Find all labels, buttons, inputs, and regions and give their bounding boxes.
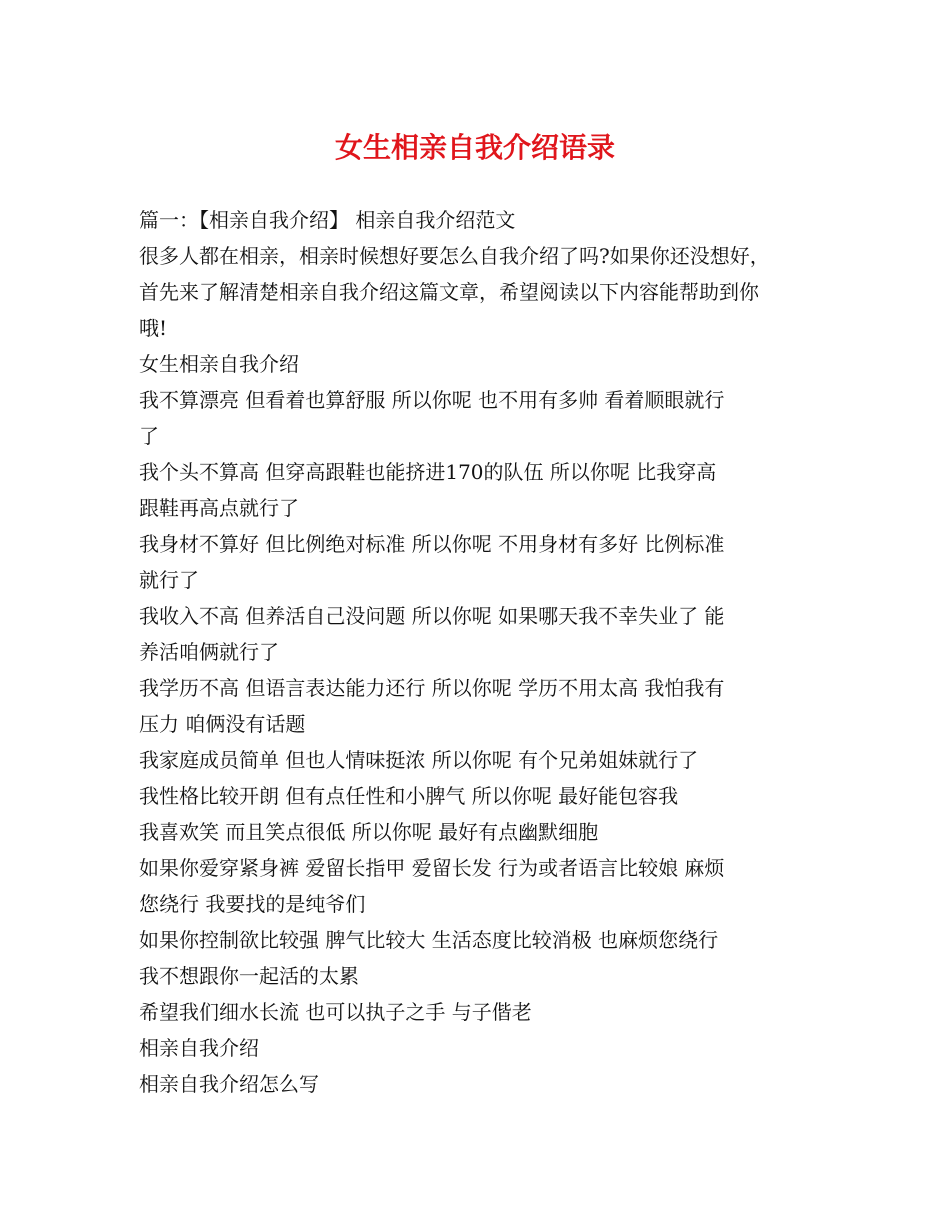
paragraph-line: 如果你爱穿紧身裤 爱留长指甲 爱留长发 行为或者语言比较娘 麻烦 xyxy=(139,856,725,880)
paragraph-line: 跟鞋再高点就行了 xyxy=(139,496,299,520)
paragraph-line: 我不算漂亮 但看着也算舒服 所以你呢 也不用有多帅 看着顺眼就行 xyxy=(139,388,725,412)
paragraph-line: 就行了 xyxy=(139,568,199,592)
paragraph-line: 我收入不高 但养活自己没问题 所以你呢 如果哪天我不幸失业了 能 xyxy=(139,604,725,628)
paragraph-line: 希望我们细水长流 也可以执子之手 与子偕老 xyxy=(139,1000,532,1024)
paragraph-line: 我身材不算好 但比例绝对标准 所以你呢 不用身材有多好 比例标准 xyxy=(139,532,725,556)
paragraph-line: 了 xyxy=(139,424,159,448)
paragraph-line: 养活咱俩就行了 xyxy=(139,640,279,664)
paragraph-line: 女生相亲自我介绍 xyxy=(139,352,299,376)
paragraph-line: 如果你控制欲比较强 脾气比较大 生活态度比较消极 也麻烦您绕行 xyxy=(139,928,719,952)
document-title: 女生相亲自我介绍语录 xyxy=(334,131,615,164)
paragraph-line: 我家庭成员简单 但也人情味挺浓 所以你呢 有个兄弟姐妹就行了 xyxy=(139,748,699,772)
paragraph-line: 哦! xyxy=(139,316,168,340)
paragraph-line: 我喜欢笑 而且笑点很低 所以你呢 最好有点幽默细胞 xyxy=(139,820,599,844)
paragraph-line: 压力 咱俩没有话题 xyxy=(139,712,306,736)
paragraph-line: 篇一：【相亲自我介绍】 相亲自我介绍范文 xyxy=(139,208,516,232)
paragraph-line: 相亲自我介绍 xyxy=(139,1036,259,1060)
paragraph-line: 我不想跟你一起活的太累 xyxy=(139,964,359,988)
paragraph-line: 相亲自我介绍怎么写 xyxy=(139,1072,319,1096)
paragraph-line: 很多人都在相亲，相亲时候想好要怎么自我介绍了吗?如果你还没想好， xyxy=(139,244,770,268)
paragraph-line: 您绕行 我要找的是纯爷们 xyxy=(139,892,366,916)
document-body xyxy=(139,202,819,1102)
paragraph-line: 首先来了解清楚相亲自我介绍这篇文章，希望阅读以下内容能帮助到你 xyxy=(139,280,759,304)
paragraph-line: 我个头不算高 但穿高跟鞋也能挤进170的队伍 所以你呢 比我穿高 xyxy=(139,460,717,484)
paragraph-line: 我性格比较开朗 但有点任性和小脾气 所以你呢 最好能包容我 xyxy=(139,784,679,808)
paragraph-line: 我学历不高 但语言表达能力还行 所以你呢 学历不用太高 我怕我有 xyxy=(139,676,725,700)
